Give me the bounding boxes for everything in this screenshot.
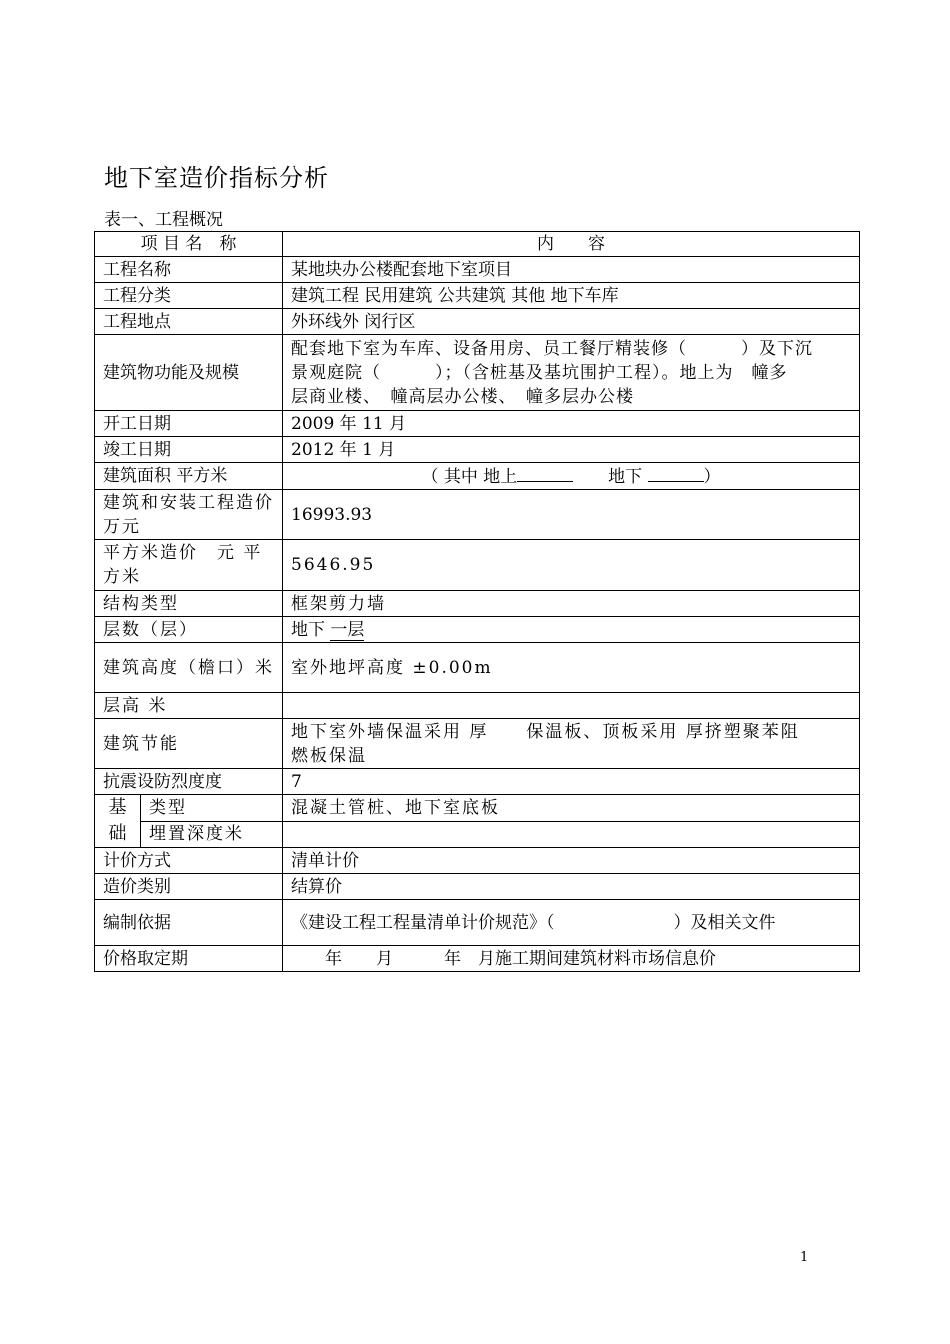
header-item: 项 目 名 称 [95,232,283,257]
table-row [95,437,860,463]
row-label: 工程名称 [95,257,283,283]
page-number: 1 [800,1250,809,1265]
row-value [283,693,860,719]
function-line-1: 配套地下室为车库、设备用房、员工餐厅精装修（ ）及下沉 [291,338,813,359]
row-label: 层数（层） [95,617,283,643]
row-value: 某地块办公楼配套地下室项目 [283,257,860,283]
floors-prefix: 地下 [291,619,331,640]
row-label: 建筑和安装工程造价 万元 [95,490,283,540]
row-label: 建筑高度（檐口）米 [95,643,283,693]
above-ground-blank [517,463,573,482]
table-row [95,900,860,946]
row-label: 层高 米 [95,693,283,719]
row-label: 建筑节能 [95,719,283,769]
table-row [95,540,860,591]
row-value: 框架剪力墙 [283,591,860,617]
foundation-depth-value [283,821,860,848]
row-label: 结构类型 [95,591,283,617]
row-label: 抗震设防烈度度 [95,769,283,795]
table-row [95,643,860,693]
table-row [95,257,860,283]
row-value: 5646.95 [283,540,860,591]
table-caption: 表一、工程概况 [104,210,223,230]
below-ground-blank [648,463,704,482]
row-value: 外环线外 闵行区 [283,309,860,335]
table-row [95,490,860,540]
row-value: 结算价 [283,874,860,900]
row-value: 2009 年 11 月 [283,411,860,437]
area-prefix: （ 其中 地上 [421,467,518,487]
function-line-3: 层商业楼、 幢高层办公楼、 幢多层办公楼 [291,386,634,407]
table-row [95,463,860,490]
foundation-type-label: 类型 [141,795,283,822]
row-label: 平方米造价 元 平方米 [95,540,283,591]
table-row [95,283,860,309]
row-value: 《建设工程工程量清单计价规范》（ ）及相关文件 [283,900,860,946]
row-value: 年 月 年 月施工期间建筑材料市场信息价 [283,946,860,972]
row-label: 计价方式 [95,848,283,874]
table-row [95,591,860,617]
floors-value: 一层 [330,619,365,640]
row-value [283,335,860,411]
function-line-2: 景观庭院（ ）；（含桩基及基坑围护工程）。地上为 幢多 [291,362,788,383]
row-label: 编制依据 [95,900,283,946]
row-label: 建筑面积 平方米 [95,463,283,490]
table-row [95,309,860,335]
row-value [283,719,860,769]
table-row [95,617,860,643]
row-label: 造价类别 [95,874,283,900]
row-value: 7 [283,769,860,795]
table-row [95,946,860,972]
row-value [283,463,860,490]
row-label: 工程地点 [95,309,283,335]
area-suffix: ） [703,467,721,487]
row-label: 开工日期 [95,411,283,437]
row-label: 工程分类 [95,283,283,309]
table-row [95,848,860,874]
table-row [95,719,860,769]
energy-line-1: 地下室外墙保温采用 厚 保温板、顶板采用 厚挤塑聚苯阻 [291,721,800,742]
row-value: 2012 年 1 月 [283,437,860,463]
row-value: 室外地坪高度 ±0.00m [283,643,860,693]
table-row [95,874,860,900]
row-label: 竣工日期 [95,437,283,463]
row-value: 16993.93 [283,490,860,540]
header-content: 内 容 [283,232,860,257]
project-overview-table [94,231,860,972]
table-row [95,335,860,411]
foundation-depth-label: 埋置深度米 [141,821,283,848]
foundation-type-value: 混凝土管桩、地下室底板 [283,795,860,822]
table-header-row [95,232,860,257]
energy-line-2: 燃板保温 [291,745,367,766]
table-row [95,693,860,719]
document-title: 地下室造价指标分析 [104,164,329,192]
row-value: 清单计价 [283,848,860,874]
table-row [95,821,860,848]
row-label: 价格取定期 [95,946,283,972]
table-row [95,411,860,437]
table-row [95,769,860,795]
row-value: 建筑工程 民用建筑 公共建筑 其他 地下车库 [283,283,860,309]
table-row [95,795,860,822]
area-middle: 地下 [608,467,643,487]
row-value [283,617,860,643]
row-label: 建筑物功能及规模 [95,335,283,411]
foundation-label: 基础 [95,795,141,848]
